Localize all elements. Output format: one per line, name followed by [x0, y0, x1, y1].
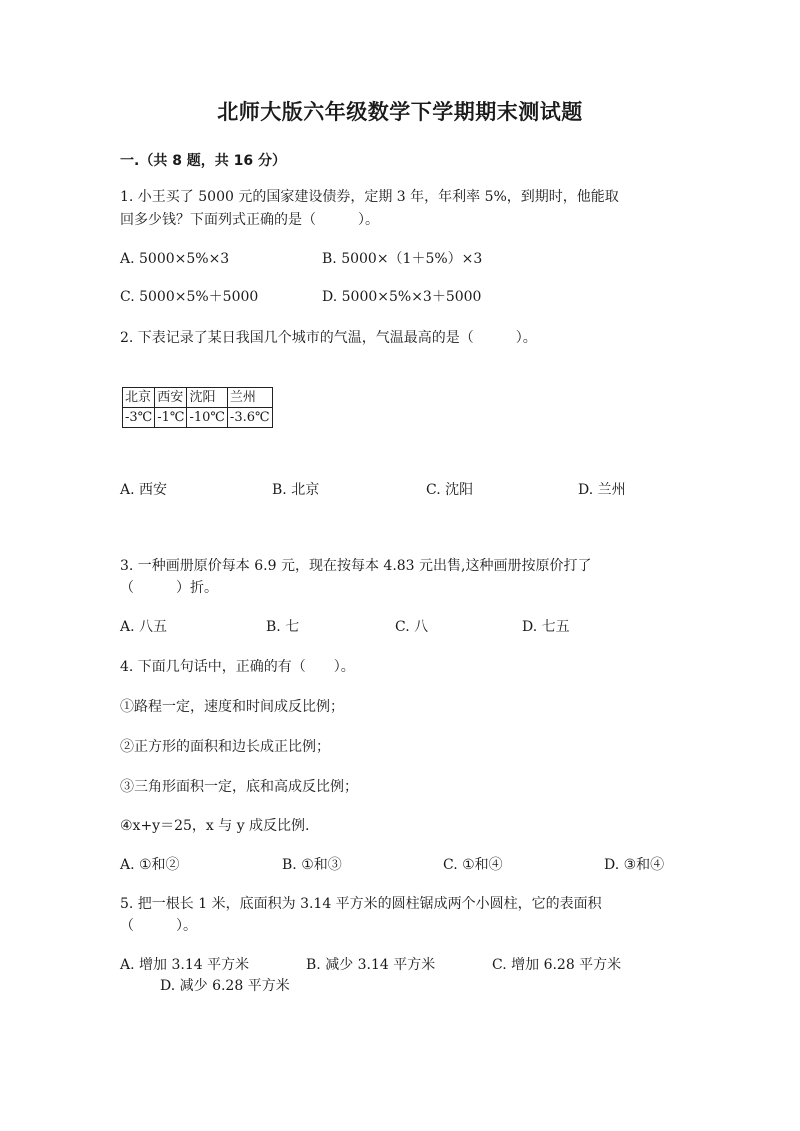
temperature-cell: -3.6℃: [227, 408, 272, 428]
question-4-statement-4: ④x+y＝25，x 与 y 成反比例.: [120, 818, 310, 834]
question-1-text-line-1: 1. 小王买了 5000 元的国家建设债券，定期 3 年，年利率 5%，到期时，他能取: [120, 189, 619, 205]
question-1-option-b: B. 5000×（1＋5%）×3: [322, 251, 483, 267]
question-4-statement-3: ③三角形面积一定，底和高成反比例；: [120, 779, 358, 795]
section-heading: 一.（共 8 题，共 16 分）: [120, 153, 287, 169]
question-2-option-d: D. 兰州: [578, 482, 626, 498]
city-cell: 沈阳: [187, 388, 227, 408]
question-4-statement-2: ②正方形的面积和边长成正比例；: [120, 739, 330, 755]
city-cell: 兰州: [227, 388, 272, 408]
question-1-option-d: D. 5000×5%×3＋5000: [322, 289, 482, 305]
question-1-option-a: A. 5000×5%×3: [120, 251, 230, 267]
question-5-option-a: A. 增加 3.14 平方米: [120, 957, 250, 973]
temperature-cell: -1℃: [155, 408, 187, 428]
question-5-option-b: B. 减少 3.14 平方米: [306, 957, 436, 973]
question-2-option-a: A. 西安: [120, 482, 168, 498]
temperature-cell: -10℃: [187, 408, 227, 428]
city-cell: 北京: [123, 388, 155, 408]
question-4-option-d: D. ③和④: [604, 857, 665, 873]
question-1-option-c: C. 5000×5%＋5000: [120, 289, 259, 305]
table-row-cities: [123, 388, 273, 408]
question-5-option-c: C. 增加 6.28 平方米: [492, 957, 622, 973]
question-4-option-a: A. ①和②: [120, 857, 180, 873]
question-4-statement-1: ①路程一定，速度和时间成反比例；: [120, 699, 344, 715]
question-4-option-b: B. ①和③: [282, 857, 342, 873]
question-3-option-b: B. 七: [266, 619, 300, 635]
question-3-text-line-1: 3. 一种画册原价每本 6.9 元，现在按每本 4.83 元出售,这种画册按原价打了: [120, 558, 592, 574]
question-3-text-line-2: （ ）折。: [120, 580, 218, 596]
question-2-option-b: B. 北京: [272, 482, 320, 498]
question-4-option-c: C. ①和④: [443, 857, 503, 873]
question-4-text: 4. 下面几句话中，正确的有（ ）。: [120, 659, 355, 675]
question-3-option-c: C. 八: [395, 619, 429, 635]
table-row-temperatures: [123, 408, 273, 428]
city-temperature-table: [122, 387, 273, 428]
question-5-text-line-2: （ ）。: [120, 918, 197, 934]
city-cell: 西安: [155, 388, 187, 408]
temperature-cell: -3℃: [123, 408, 155, 428]
question-5-option-d: D. 减少 6.28 平方米: [160, 978, 290, 994]
page-title: 北师大版六年级数学下学期期末测试题: [217, 100, 583, 124]
question-1-text-line-2: 回多少钱？下面列式正确的是（ ）。: [120, 212, 379, 228]
question-3-option-d: D. 七五: [522, 619, 570, 635]
question-2-text: 2. 下表记录了某日我国几个城市的气温，气温最高的是（ ）。: [120, 330, 537, 346]
question-5-text-line-1: 5. 把一根长 1 米，底面积为 3.14 平方米的圆柱锯成两个小圆柱，它的表面积: [120, 896, 602, 912]
question-2-option-c: C. 沈阳: [426, 482, 474, 498]
question-3-option-a: A. 八五: [120, 619, 168, 635]
